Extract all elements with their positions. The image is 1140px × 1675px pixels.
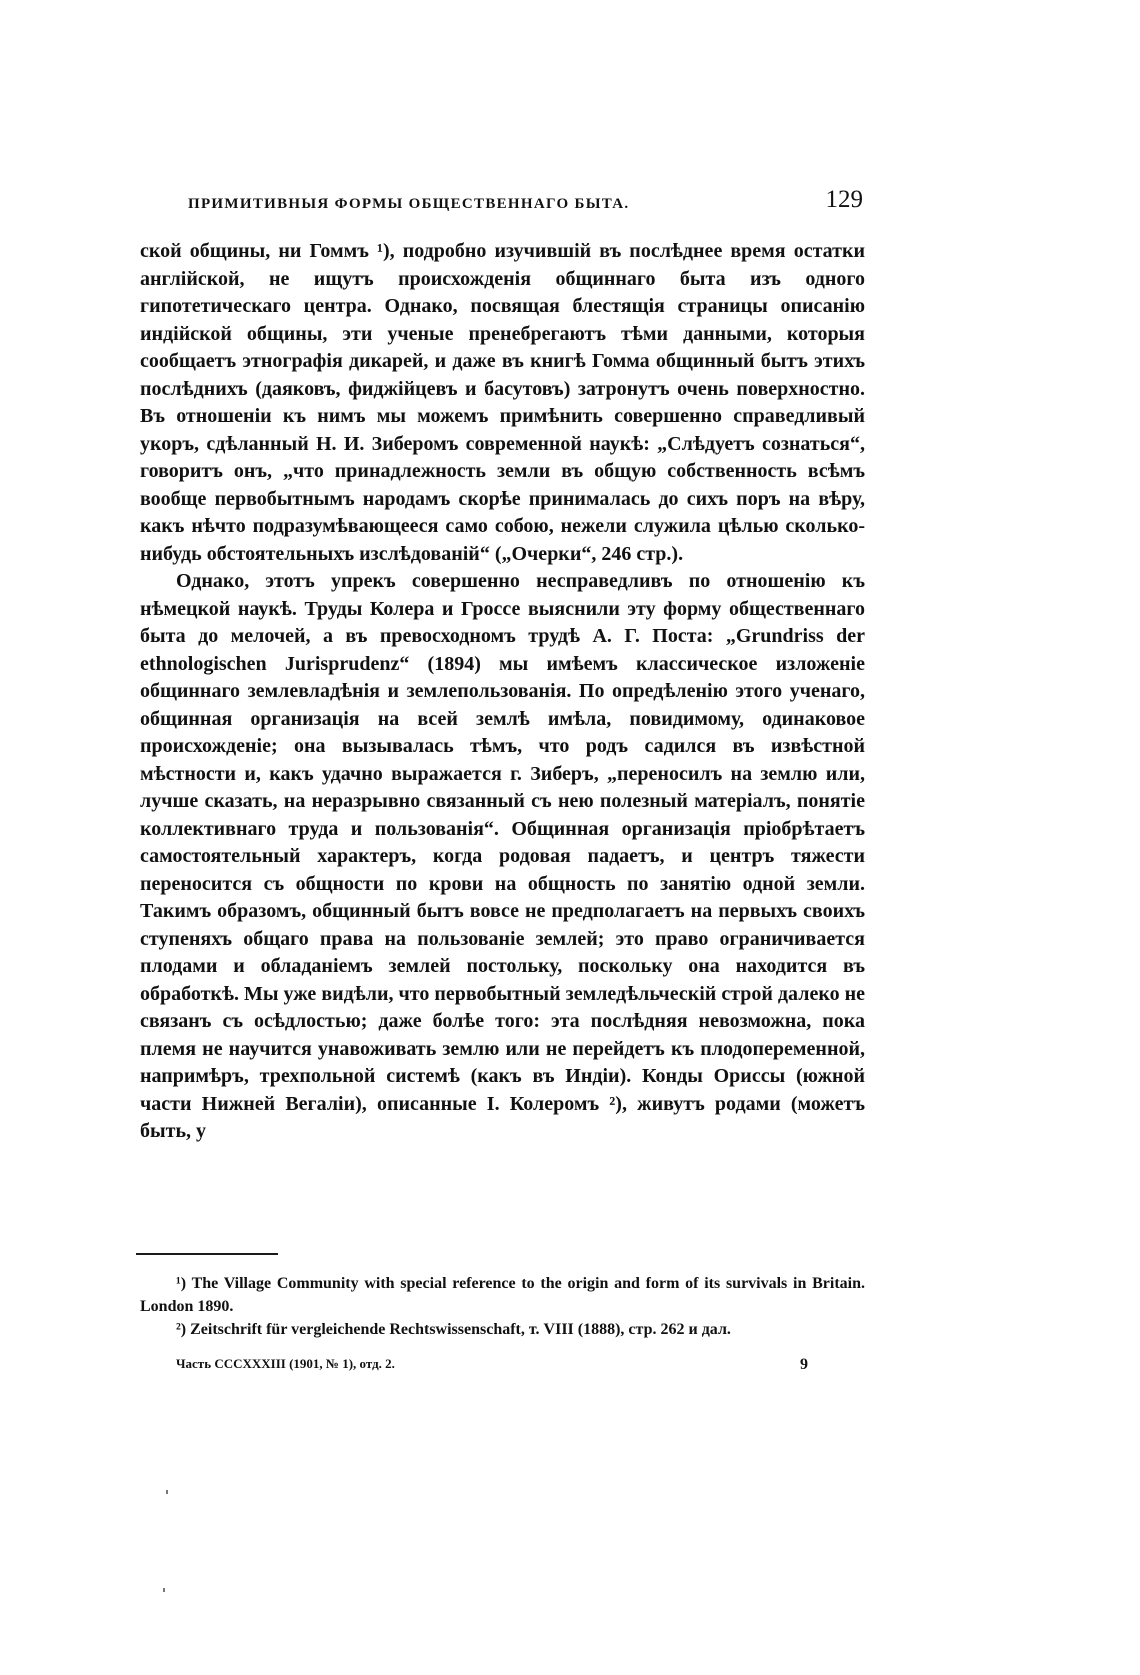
paragraph-2: Однако, этотъ упрекъ совершенно несправедливъ по отношенію къ нѣмецкой наукѣ. Труды Колера и Гроссе выяснили эту форму общественнаго быта до мелочей, а въ превосходномъ трудѣ А. Г. Поста: „Grundriss der ethnologischen Jurisprudenz“ (1894) мы имѣемъ классическое изложеніе общиннаго землевладѣнія и землепользованія. По опредѣленію этого ученаго, общинная организація на всей землѣ имѣла, повидимому, одинаковое происхожденіе; она вызывалась тѣмъ, что родъ садился въ извѣстной мѣстности и, какъ удачно выражается г. Зиберъ, „переносилъ на землю или, лучше сказать, на неразрывно связанный съ нею полезный матеріалъ, понятіе коллективнаго труда и пользованія“. Общинная организація пріобрѣтаетъ самостоятельный характеръ, когда родовая падаетъ, и центръ тяжести переносится съ общности по крови на общность по занятію одной земли. Такимъ образомъ, общинный бытъ вовсе не предполагаетъ на первыхъ своихъ ступеняхъ общаго права на пользованіе землей; это право ограничивается плодами и обладаніемъ землей постольку, поскольку она находится въ обработкѣ. Мы уже видѣли, что первобытный земледѣльческій строй далеко не связанъ съ осѣдлостью; даже болѣе того: эта послѣдняя невозможна, пока племя не научится унавоживать землю или не перейдетъ къ плодопеременной, напримѣръ, трехпольной системѣ (какъ въ Индіи). Конды Ориссы (южной части Нижней Вегаліи), описанные І. Колеромъ ²), живутъ родами (можетъ быть, у [140, 570, 865, 1142]
paper-speck [166, 1490, 168, 1494]
footnotes [140, 1272, 865, 1341]
page-number: 129 [825, 186, 863, 213]
body-text [140, 238, 865, 1146]
footnote-rule [136, 1253, 278, 1255]
paper-speck [163, 1588, 165, 1592]
running-head [188, 186, 863, 222]
footnote-2: ²) Zeitschrift für vergleichende Rechtswissenschaft, т. VIII (1888), стр. 262 и дал. [176, 1321, 731, 1338]
running-title: ПРИМИТИВНЫЯ ФОРМЫ ОБЩЕСТВЕННАГО БЫТА. [188, 196, 630, 212]
signature-text: Часть CCCXXXIII (1901, № 1), отд. 2. [176, 1356, 395, 1371]
printer-signature [176, 1356, 836, 1380]
footnote-1: ¹) The Village Community with special reference to the origin and form of its survivals in Britain. London 1890. [140, 1275, 865, 1315]
signature-mark: 9 [800, 1356, 808, 1373]
paragraph-1: ской общины, ни Гоммъ ¹), подробно изучившій въ послѣднее время остатки англійской, не ищутъ происхожденія общиннаго быта изъ одного гипотетическаго центра. Однако, посвящая блестящія страницы описанію индійской общины, эти ученые пренебрегаютъ тѣми данными, которыя сообщаетъ этнографія дикарей, и даже въ книгѣ Гомма общинный бытъ этихъ послѣднихъ (даяковъ, фиджійцевъ и басутовъ) затронутъ очень поверхностно. Въ отношеніи къ нимъ мы можемъ примѣнить совершенно справедливый укоръ, сдѣланный Н. И. Зиберомъ современной наукѣ: „Слѣдуетъ сознаться“, говоритъ онъ, „что принадлежность земли въ общую собственность всѣмъ вообще первобытнымъ народамъ скорѣе принималась до сихъ поръ на вѣру, какъ нѣчто подразумѣвающееся само собою, нежели служила цѣлью сколько-нибудь обстоятельныхъ изслѣдованій“ („Очерки“, 246 стр.). [140, 240, 865, 565]
